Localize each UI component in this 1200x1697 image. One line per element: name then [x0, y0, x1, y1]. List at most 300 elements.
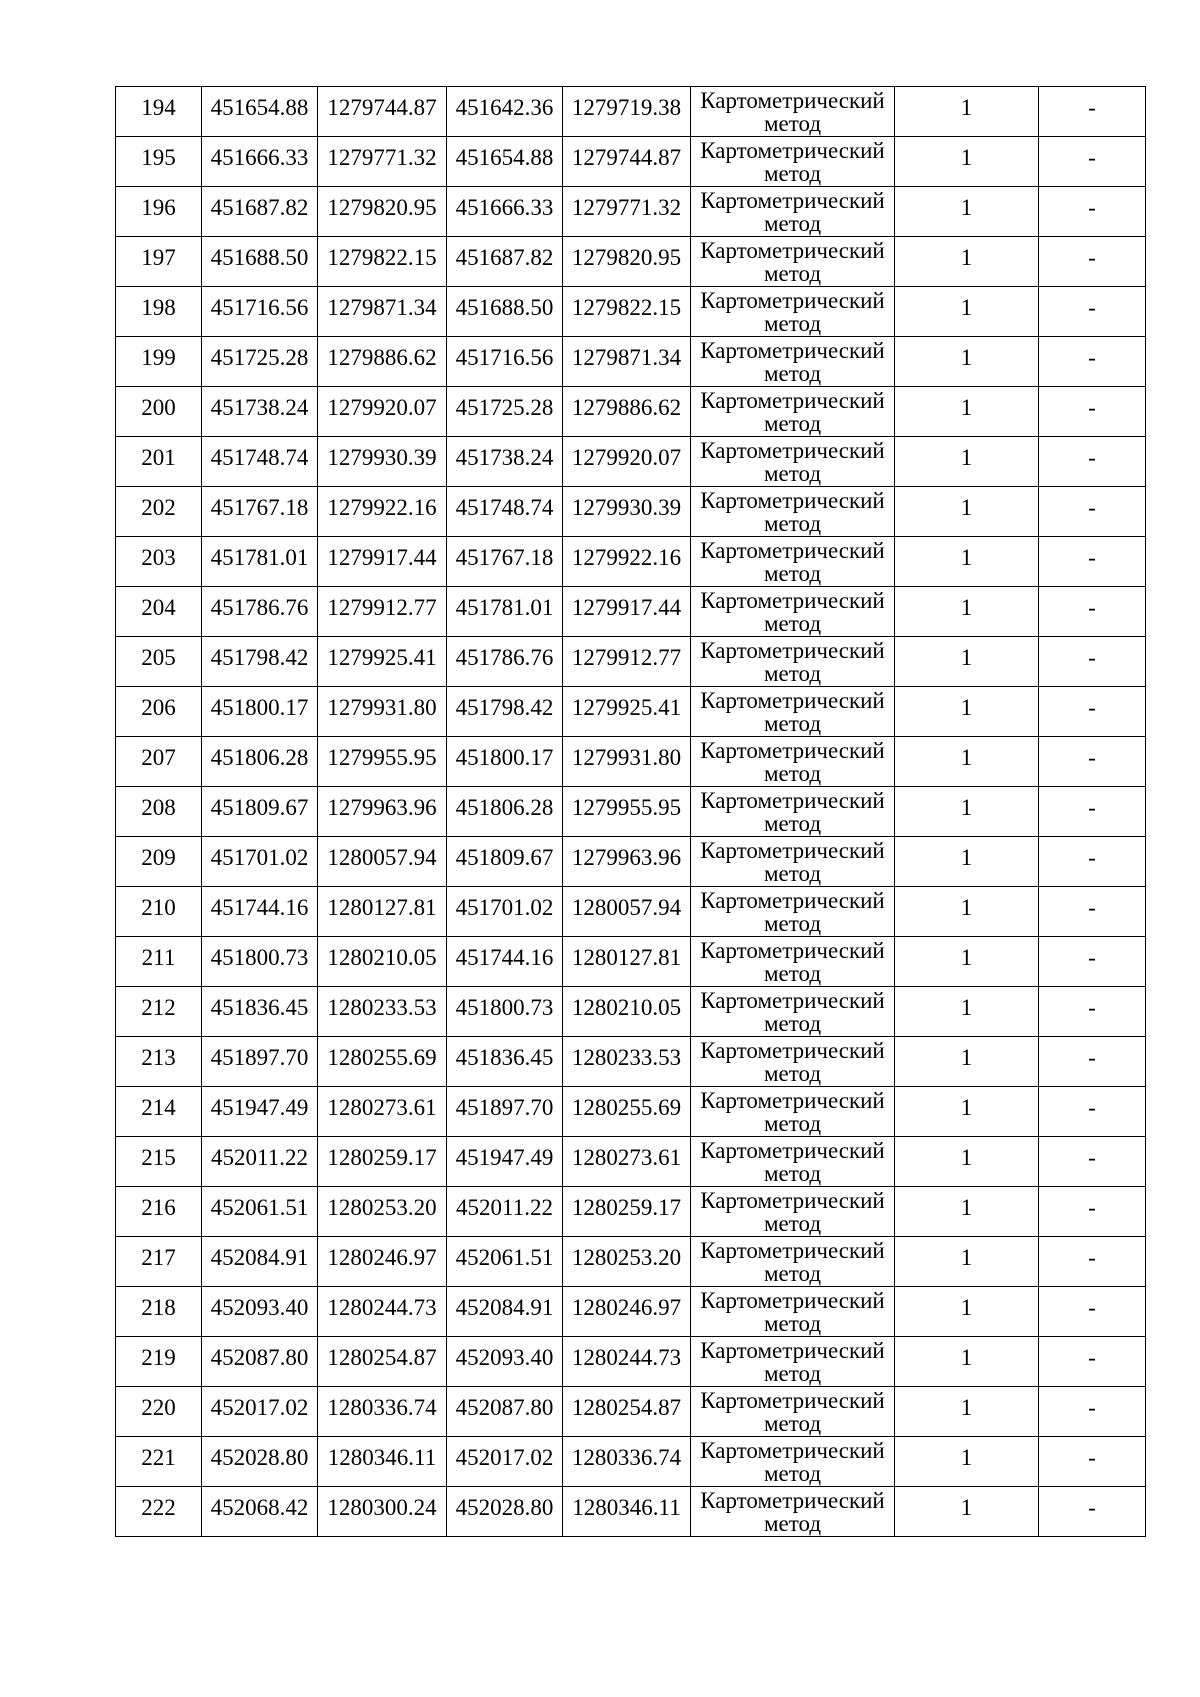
table-row — [116, 387, 1146, 437]
note-cell — [1039, 537, 1146, 587]
method-cell — [691, 487, 895, 537]
y-end-cell — [563, 487, 691, 537]
x-start-cell — [202, 1487, 318, 1537]
method-line-1: Картометрический — [700, 1488, 885, 1513]
table-row — [116, 1487, 1146, 1537]
y-end-cell — [563, 737, 691, 787]
y-start-cell-text: 1279871.34 — [327, 295, 437, 320]
point-number-cell-text: 222 — [141, 1495, 176, 1520]
x-end-cell-text: 452084.91 — [455, 1295, 554, 1320]
y-end-cell — [563, 787, 691, 837]
x-start-cell-text: 452061.51 — [210, 1195, 309, 1220]
point-number-cell — [116, 537, 202, 587]
x-start-cell — [202, 1287, 318, 1337]
note-cell-text: - — [1088, 1195, 1096, 1220]
x-start-cell — [202, 687, 318, 737]
note-cell-text: - — [1088, 445, 1096, 470]
y-start-cell-text: 1280300.24 — [327, 1495, 437, 1520]
y-start-cell — [318, 637, 447, 687]
accuracy-cell-text: 1 — [960, 945, 973, 970]
table-row — [116, 1337, 1146, 1387]
y-start-cell — [318, 1387, 447, 1437]
y-end-cell — [563, 537, 691, 587]
method-cell — [691, 1437, 895, 1487]
x-end-cell-text: 451806.28 — [455, 795, 554, 820]
accuracy-cell — [895, 237, 1039, 287]
note-cell-text: - — [1088, 895, 1096, 920]
accuracy-cell-text: 1 — [960, 445, 973, 470]
note-cell — [1039, 787, 1146, 837]
y-end-cell — [563, 587, 691, 637]
point-number-cell-text: 214 — [141, 1095, 176, 1120]
x-end-cell-text: 452061.51 — [455, 1245, 554, 1270]
method-cell — [691, 937, 895, 987]
method-line-1: Картометрический — [700, 1188, 885, 1213]
x-start-cell — [202, 337, 318, 387]
x-start-cell-text: 452017.02 — [210, 1395, 309, 1420]
point-number-cell-text: 195 — [141, 145, 176, 170]
x-start-cell-text: 452011.22 — [211, 1145, 308, 1170]
x-end-cell — [447, 237, 563, 287]
note-cell — [1039, 1087, 1146, 1137]
table-row — [116, 1287, 1146, 1337]
note-cell-text: - — [1088, 995, 1096, 1020]
accuracy-cell-text: 1 — [960, 995, 973, 1020]
method-line-2: метод — [763, 361, 822, 386]
table-row — [116, 987, 1146, 1037]
x-start-cell-text: 451836.45 — [210, 995, 309, 1020]
point-number-cell-text: 205 — [141, 645, 176, 670]
accuracy-cell — [895, 1437, 1039, 1487]
x-end-cell — [447, 887, 563, 937]
table-row — [116, 337, 1146, 387]
y-end-cell-text: 1279930.39 — [571, 495, 682, 520]
method-line-2: метод — [763, 211, 822, 236]
y-start-cell — [318, 1287, 447, 1337]
y-end-cell — [563, 837, 691, 887]
method-line-2: метод — [763, 311, 822, 336]
point-number-cell-text: 209 — [141, 845, 176, 870]
x-start-cell — [202, 637, 318, 687]
x-start-cell — [202, 887, 318, 937]
y-start-cell-text: 1279963.96 — [327, 795, 437, 820]
accuracy-cell — [895, 387, 1039, 437]
x-start-cell — [202, 1337, 318, 1387]
point-number-cell — [116, 837, 202, 887]
y-end-cell — [563, 437, 691, 487]
method-line-1: Картометрический — [700, 638, 885, 663]
y-start-cell-text: 1280233.53 — [327, 995, 437, 1020]
method-line-1: Картометрический — [700, 138, 885, 163]
point-number-cell — [116, 237, 202, 287]
y-start-cell-text: 1279771.32 — [327, 145, 437, 170]
y-end-cell — [563, 387, 691, 437]
note-cell-text: - — [1088, 695, 1096, 720]
method-line-1: Картометрический — [700, 938, 885, 963]
y-start-cell — [318, 537, 447, 587]
method-line-1: Картометрический — [700, 1238, 885, 1263]
x-end-cell-text: 452087.80 — [455, 1395, 554, 1420]
x-start-cell — [202, 837, 318, 887]
y-start-cell-text: 1279744.87 — [327, 95, 437, 120]
method-line-2: метод — [763, 1461, 822, 1486]
y-start-cell-text: 1280273.61 — [327, 1095, 437, 1120]
y-start-cell-text: 1279925.41 — [327, 645, 437, 670]
method-cell — [691, 337, 895, 387]
x-end-cell — [447, 587, 563, 637]
point-number-cell — [116, 887, 202, 937]
y-start-cell — [318, 1237, 447, 1287]
x-end-cell — [447, 687, 563, 737]
note-cell — [1039, 387, 1146, 437]
x-start-cell-text: 451725.28 — [210, 345, 309, 370]
y-end-cell — [563, 1287, 691, 1337]
y-end-cell — [563, 1337, 691, 1387]
x-end-cell — [447, 1037, 563, 1087]
y-end-cell-text: 1280233.53 — [571, 1045, 682, 1070]
accuracy-cell-text: 1 — [960, 395, 973, 420]
accuracy-cell-text: 1 — [960, 1095, 973, 1120]
note-cell — [1039, 887, 1146, 937]
x-start-cell-text: 451738.24 — [210, 395, 309, 420]
accuracy-cell-text: 1 — [960, 1445, 973, 1470]
point-number-cell — [116, 737, 202, 787]
x-start-cell — [202, 1437, 318, 1487]
x-end-cell — [447, 387, 563, 437]
accuracy-cell — [895, 1087, 1039, 1137]
x-end-cell-text: 451897.70 — [455, 1095, 554, 1120]
accuracy-cell — [895, 887, 1039, 937]
x-start-cell-text: 451806.28 — [210, 745, 309, 770]
accuracy-cell-text: 1 — [960, 845, 973, 870]
x-end-cell-text: 452017.02 — [455, 1445, 554, 1470]
table-row — [116, 637, 1146, 687]
y-end-cell — [563, 937, 691, 987]
x-start-cell-text: 451666.33 — [210, 145, 309, 170]
x-end-cell-text: 451666.33 — [455, 195, 554, 220]
x-end-cell — [447, 487, 563, 537]
x-start-cell-text: 451786.76 — [210, 595, 309, 620]
x-end-cell-text: 451701.02 — [455, 895, 554, 920]
x-start-cell — [202, 1237, 318, 1287]
point-number-cell-text: 210 — [141, 895, 176, 920]
y-start-cell-text: 1280253.20 — [327, 1195, 437, 1220]
x-end-cell — [447, 1337, 563, 1387]
y-start-cell-text: 1280246.97 — [327, 1245, 437, 1270]
y-start-cell-text: 1279920.07 — [327, 395, 437, 420]
y-start-cell — [318, 437, 447, 487]
y-start-cell — [318, 237, 447, 287]
point-number-cell — [116, 337, 202, 387]
y-end-cell-text: 1280273.61 — [571, 1145, 682, 1170]
note-cell — [1039, 237, 1146, 287]
x-end-cell-text: 452093.40 — [455, 1345, 554, 1370]
point-number-cell — [116, 1487, 202, 1537]
note-cell-text: - — [1088, 1445, 1096, 1470]
y-start-cell — [318, 87, 447, 137]
table-row — [116, 1087, 1146, 1137]
point-number-cell-text: 200 — [141, 395, 176, 420]
y-end-cell-text: 1279931.80 — [571, 745, 682, 770]
y-start-cell-text: 1279912.77 — [327, 595, 437, 620]
y-start-cell — [318, 187, 447, 237]
y-end-cell-text: 1279925.41 — [571, 695, 682, 720]
point-number-cell — [116, 287, 202, 337]
method-line-2: метод — [763, 1211, 822, 1236]
method-line-1: Картометрический — [700, 88, 885, 113]
method-line-1: Картометрический — [700, 238, 885, 263]
method-line-1: Картометрический — [700, 538, 885, 563]
x-start-cell-text: 451800.73 — [210, 945, 309, 970]
point-number-cell — [116, 787, 202, 837]
y-start-cell — [318, 137, 447, 187]
x-end-cell — [447, 287, 563, 337]
note-cell-text: - — [1088, 95, 1096, 120]
accuracy-cell — [895, 637, 1039, 687]
x-end-cell-text: 451687.82 — [455, 245, 554, 270]
note-cell-text: - — [1088, 795, 1096, 820]
method-cell — [691, 787, 895, 837]
method-line-2: метод — [763, 1311, 822, 1336]
note-cell — [1039, 287, 1146, 337]
x-start-cell — [202, 1087, 318, 1137]
note-cell-text: - — [1088, 1295, 1096, 1320]
x-end-cell-text: 451725.28 — [455, 395, 554, 420]
method-line-1: Картометрический — [700, 488, 885, 513]
point-number-cell-text: 213 — [141, 1045, 176, 1070]
x-end-cell — [447, 987, 563, 1037]
x-start-cell — [202, 1187, 318, 1237]
method-line-1: Картометрический — [700, 838, 885, 863]
accuracy-cell — [895, 487, 1039, 537]
point-number-cell-text: 218 — [141, 1295, 176, 1320]
method-line-1: Картометрический — [700, 738, 885, 763]
method-line-2: метод — [763, 1111, 822, 1136]
y-end-cell — [563, 137, 691, 187]
x-start-cell-text: 451748.74 — [210, 445, 309, 470]
point-number-cell — [116, 487, 202, 537]
point-number-cell-text: 217 — [141, 1245, 176, 1270]
accuracy-cell — [895, 287, 1039, 337]
x-start-cell-text: 451800.17 — [210, 695, 309, 720]
x-end-cell-text: 451744.16 — [455, 945, 554, 970]
note-cell-text: - — [1088, 195, 1096, 220]
point-number-cell — [116, 637, 202, 687]
x-start-cell-text: 452028.80 — [210, 1445, 309, 1470]
note-cell — [1039, 137, 1146, 187]
y-end-cell — [563, 1087, 691, 1137]
y-end-cell-text: 1279917.44 — [571, 595, 682, 620]
method-cell — [691, 1237, 895, 1287]
x-end-cell — [447, 737, 563, 787]
y-end-cell-text: 1280210.05 — [571, 995, 682, 1020]
y-end-cell-text: 1280346.11 — [572, 1495, 681, 1520]
x-end-cell-text: 451836.45 — [455, 1045, 554, 1070]
point-number-cell-text: 220 — [141, 1395, 176, 1420]
table-row — [116, 237, 1146, 287]
method-line-2: метод — [763, 1411, 822, 1436]
accuracy-cell-text: 1 — [960, 1295, 973, 1320]
x-end-cell — [447, 1437, 563, 1487]
y-end-cell-text: 1279719.38 — [571, 95, 682, 120]
y-end-cell — [563, 1237, 691, 1287]
y-start-cell — [318, 337, 447, 387]
x-end-cell-text: 451642.36 — [455, 95, 554, 120]
table-row — [116, 887, 1146, 937]
x-start-cell-text: 451716.56 — [210, 295, 309, 320]
method-line-2: метод — [763, 1361, 822, 1386]
note-cell-text: - — [1088, 1345, 1096, 1370]
method-line-1: Картометрический — [700, 288, 885, 313]
note-cell-text: - — [1088, 295, 1096, 320]
note-cell — [1039, 587, 1146, 637]
x-start-cell-text: 452087.80 — [210, 1345, 309, 1370]
y-start-cell-text: 1279886.62 — [327, 345, 437, 370]
y-end-cell-text: 1280057.94 — [571, 895, 682, 920]
table-row — [116, 1237, 1146, 1287]
x-start-cell-text: 451744.16 — [210, 895, 309, 920]
x-end-cell — [447, 637, 563, 687]
x-end-cell — [447, 437, 563, 487]
accuracy-cell-text: 1 — [960, 1045, 973, 1070]
point-number-cell — [116, 1237, 202, 1287]
table-row — [116, 487, 1146, 537]
accuracy-cell — [895, 1387, 1039, 1437]
y-end-cell — [563, 1387, 691, 1437]
accuracy-cell-text: 1 — [960, 145, 973, 170]
method-cell — [691, 1287, 895, 1337]
x-end-cell-text: 451716.56 — [455, 345, 554, 370]
x-end-cell-text: 452011.22 — [456, 1195, 553, 1220]
x-start-cell-text: 451654.88 — [210, 95, 309, 120]
point-number-cell-text: 207 — [141, 745, 176, 770]
method-line-2: метод — [763, 461, 822, 486]
method-line-1: Картометрический — [700, 338, 885, 363]
coordinates-table — [115, 86, 1146, 1537]
note-cell — [1039, 1287, 1146, 1337]
y-end-cell — [563, 1137, 691, 1187]
accuracy-cell-text: 1 — [960, 195, 973, 220]
method-cell — [691, 1037, 895, 1087]
method-cell — [691, 1487, 895, 1537]
note-cell — [1039, 837, 1146, 887]
x-start-cell-text: 451767.18 — [210, 495, 309, 520]
point-number-cell-text: 204 — [141, 595, 176, 620]
accuracy-cell-text: 1 — [960, 245, 973, 270]
x-start-cell — [202, 87, 318, 137]
method-line-2: метод — [763, 1161, 822, 1186]
accuracy-cell — [895, 787, 1039, 837]
note-cell-text: - — [1088, 1395, 1096, 1420]
table-row — [116, 737, 1146, 787]
y-start-cell — [318, 887, 447, 937]
y-end-cell-text: 1279820.95 — [571, 245, 682, 270]
accuracy-cell — [895, 837, 1039, 887]
x-end-cell — [447, 937, 563, 987]
y-start-cell-text: 1280259.17 — [327, 1145, 437, 1170]
y-start-cell — [318, 787, 447, 837]
x-end-cell — [447, 1487, 563, 1537]
y-start-cell-text: 1280210.05 — [327, 945, 437, 970]
method-line-2: метод — [763, 561, 822, 586]
accuracy-cell-text: 1 — [960, 1195, 973, 1220]
y-end-cell-text: 1280253.20 — [571, 1245, 682, 1270]
x-start-cell-text: 451809.67 — [210, 795, 309, 820]
note-cell-text: - — [1088, 845, 1096, 870]
method-cell — [691, 1187, 895, 1237]
method-line-1: Картометрический — [700, 1088, 885, 1113]
point-number-cell — [116, 1187, 202, 1237]
point-number-cell-text: 201 — [141, 445, 176, 470]
x-start-cell-text: 452084.91 — [210, 1245, 309, 1270]
y-end-cell — [563, 1187, 691, 1237]
point-number-cell-text: 211 — [141, 945, 176, 970]
point-number-cell — [116, 137, 202, 187]
method-cell — [691, 1137, 895, 1187]
table-row — [116, 937, 1146, 987]
x-start-cell — [202, 137, 318, 187]
accuracy-cell — [895, 87, 1039, 137]
x-end-cell-text: 451767.18 — [455, 545, 554, 570]
accuracy-cell — [895, 937, 1039, 987]
table-row — [116, 687, 1146, 737]
table-row — [116, 187, 1146, 237]
accuracy-cell — [895, 187, 1039, 237]
y-end-cell — [563, 887, 691, 937]
y-end-cell — [563, 637, 691, 687]
y-end-cell-text: 1280127.81 — [571, 945, 682, 970]
point-number-cell — [116, 1437, 202, 1487]
point-number-cell-text: 206 — [141, 695, 176, 720]
point-number-cell-text: 196 — [141, 195, 176, 220]
table-row — [116, 437, 1146, 487]
point-number-cell-text: 203 — [141, 545, 176, 570]
y-end-cell-text: 1280246.97 — [571, 1295, 682, 1320]
y-end-cell — [563, 187, 691, 237]
x-start-cell — [202, 587, 318, 637]
y-start-cell — [318, 937, 447, 987]
x-start-cell — [202, 937, 318, 987]
accuracy-cell-text: 1 — [960, 595, 973, 620]
note-cell-text: - — [1088, 345, 1096, 370]
x-end-cell — [447, 1137, 563, 1187]
note-cell-text: - — [1088, 145, 1096, 170]
accuracy-cell — [895, 437, 1039, 487]
note-cell — [1039, 187, 1146, 237]
method-line-1: Картометрический — [700, 1438, 885, 1463]
accuracy-cell — [895, 1137, 1039, 1187]
method-cell — [691, 1087, 895, 1137]
x-start-cell — [202, 387, 318, 437]
x-end-cell — [447, 837, 563, 887]
method-line-2: метод — [763, 1511, 822, 1536]
y-end-cell — [563, 237, 691, 287]
x-start-cell-text: 451897.70 — [210, 1045, 309, 1070]
x-end-cell-text: 451748.74 — [455, 495, 554, 520]
x-start-cell-text: 451687.82 — [210, 195, 309, 220]
y-end-cell — [563, 987, 691, 1037]
x-start-cell — [202, 1037, 318, 1087]
accuracy-cell-text: 1 — [960, 495, 973, 520]
table-row — [116, 137, 1146, 187]
note-cell-text: - — [1088, 595, 1096, 620]
note-cell — [1039, 437, 1146, 487]
method-cell — [691, 387, 895, 437]
table-row — [116, 1187, 1146, 1237]
y-start-cell — [318, 1037, 447, 1087]
y-end-cell — [563, 1037, 691, 1087]
point-number-cell-text: 202 — [141, 495, 176, 520]
